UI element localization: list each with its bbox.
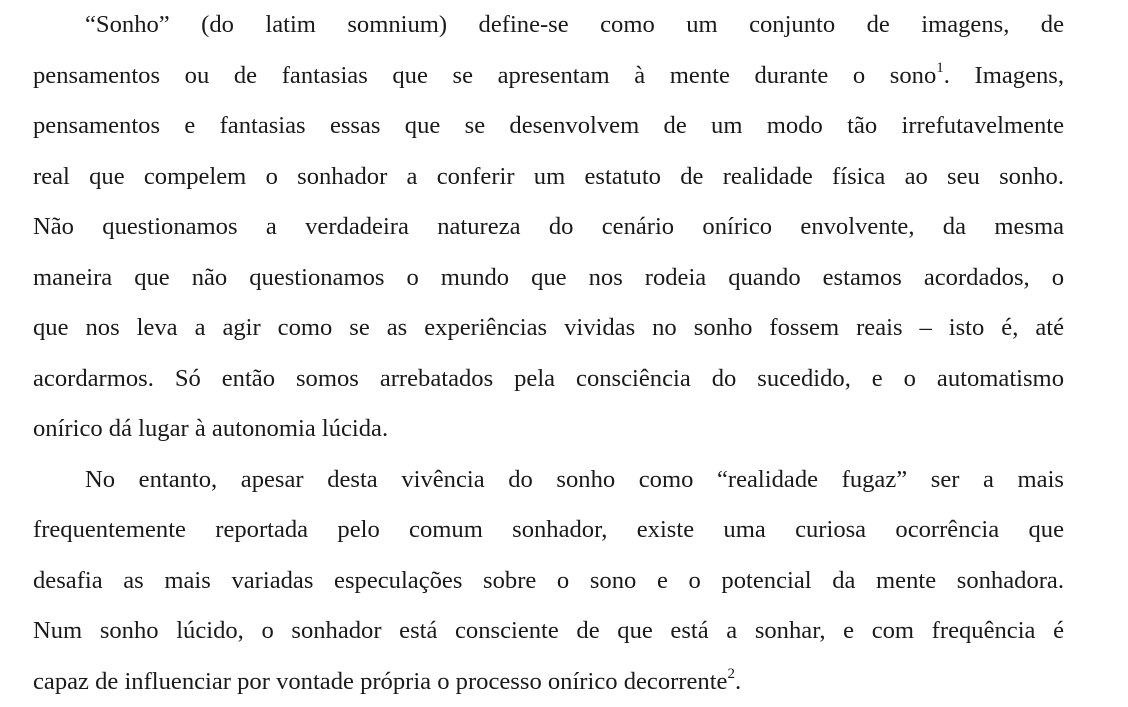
text-line [33, 253, 1064, 304]
paragraph-1 [33, 0, 1064, 455]
line-text: desafia as mais variadas especulações sobre o sono e o potencial da mente sonhadora. [33, 567, 1064, 594]
line-text: real que compelem o sonhador a conferir um estatuto de realidade física ao seu sonho. [33, 163, 1064, 190]
line-text: acordarmos. Só então somos arrebatados pela consciência do sucedido, e o automatismo [33, 365, 1064, 392]
footnote-marker[interactable]: 2 [727, 665, 735, 681]
line-text: pensamentos ou de fantasias que se apresentam à mente durante o sono [33, 62, 936, 89]
text-line [33, 354, 1064, 405]
text-line [33, 51, 1064, 102]
line-text-after: . Imagens, [944, 62, 1064, 89]
line-text: “Sonho” (do latim somnium) define-se como um conjunto de imagens, de [85, 11, 1064, 38]
line-text: Num sonho lúcido, o sonhador está consciente de que está a sonhar, e com frequência é [33, 617, 1064, 644]
footnote-marker[interactable]: 1 [936, 59, 944, 75]
line-text: que nos leva a agir como se as experiências vividas no sonho fossem reais – isto é, até [33, 314, 1064, 341]
text-line [33, 101, 1064, 152]
text-line [33, 657, 1064, 707]
line-text: onírico dá lugar à autonomia lúcida. [33, 415, 388, 442]
text-line [33, 455, 1064, 506]
line-text-after: . [735, 668, 741, 695]
line-text: Não questionamos a verdadeira natureza do cenário onírico envolvente, da mesma [33, 213, 1064, 240]
line-text: maneira que não questionamos o mundo que nos rodeia quando estamos acordados, o [33, 264, 1064, 291]
document-page [33, 0, 1064, 707]
text-line [33, 606, 1064, 657]
text-line [33, 202, 1064, 253]
text-line [33, 556, 1064, 607]
text-line [33, 152, 1064, 203]
paragraph-2 [33, 455, 1064, 707]
line-text: No entanto, apesar desta vivência do sonho como “realidade fugaz” ser a mais [85, 466, 1064, 493]
text-line [33, 505, 1064, 556]
text-line [33, 0, 1064, 51]
line-text: capaz de influenciar por vontade própria o processo onírico decorrente [33, 668, 727, 695]
line-text: pensamentos e fantasias essas que se desenvolvem de um modo tão irrefutavelmente [33, 112, 1064, 139]
text-line [33, 404, 1064, 455]
line-text: frequentemente reportada pelo comum sonhador, existe uma curiosa ocorrência que [33, 516, 1064, 543]
text-line [33, 303, 1064, 354]
